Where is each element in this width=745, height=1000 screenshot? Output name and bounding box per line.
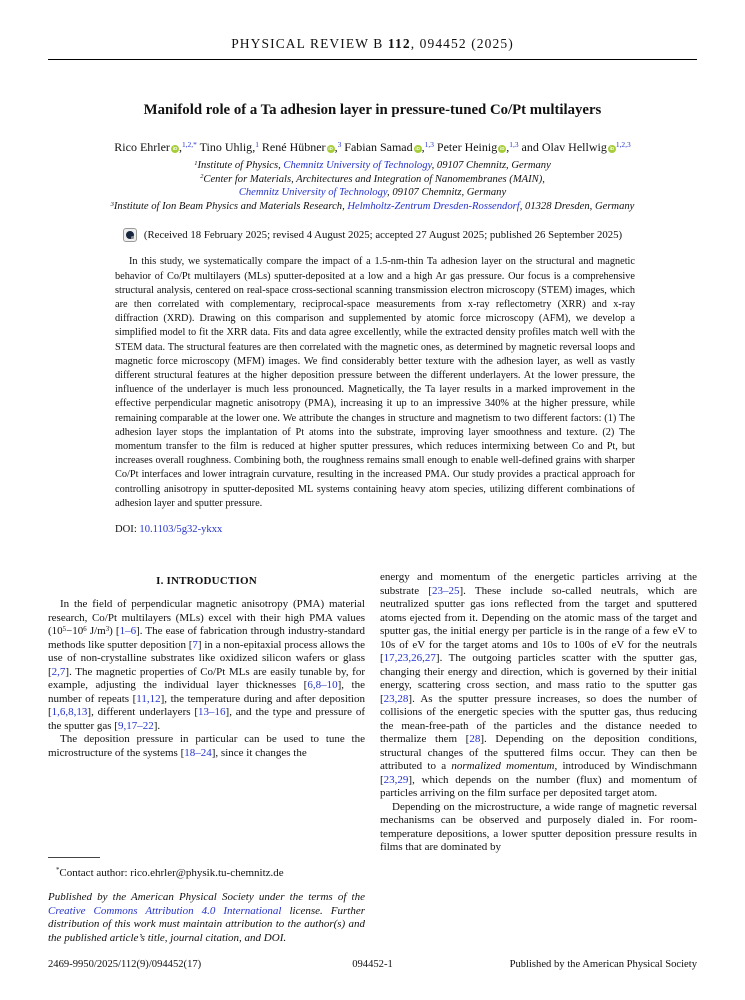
intro-paragraph-2: The deposition pressure in particular can be used to tune the microstructure of the systems [18–24], since it changes the <box>48 733 365 759</box>
footer-publisher: Published by the American Physical Society <box>509 959 697 970</box>
author-affiliation-superscript: 1,2,* <box>181 140 197 150</box>
orcid-icon[interactable]: iD <box>609 146 615 151</box>
section-heading-introduction: I. INTRODUCTION <box>156 575 257 588</box>
author: Tino Uhlig,$^1$ <box>199 140 259 154</box>
affiliation-line-1: $^1$Institute of Physics, Chemnitz University of Technology, 09107 Chemnitz, Germany <box>194 159 551 171</box>
journal-header: PHYSICAL REVIEW B 112, 094452 (2025) <box>231 36 514 51</box>
author-affiliation-superscript: 3 <box>337 140 342 150</box>
author: René Hübner iD ,$^3$ <box>261 140 342 154</box>
footnote-rule <box>48 857 100 858</box>
crossmark-icon[interactable] <box>123 228 137 242</box>
author-affiliation-superscript: 1,2,3 <box>615 140 631 150</box>
author: Peter Heinig iD ,$^{1,3}$ <box>436 140 519 154</box>
page-footer <box>48 959 697 970</box>
author-affiliation-superscript: 1,3 <box>424 140 434 150</box>
intro-paragraph-3: Depending on the microstructure, a wide range of magnetic reversal mechanisms can be observed and purposely dialed in. For room-temperature depositions, a lower sputter deposition pressure results in films that are dominated by <box>380 800 697 854</box>
received-dates: (Received 18 February 2025; revised 4 August 2025; accepted 27 August 2025; published 26 September 2025) <box>143 229 623 242</box>
orcid-icon[interactable]: iD <box>328 146 333 151</box>
license-statement: Published by the American Physical Society under the terms of the Creative Commons Attribution 4.0 International license. Further distribution of this work must maintain attribution to the author(s) and the published article’s title, journal citation, and DOI. <box>48 891 366 944</box>
two-column-body <box>48 571 697 945</box>
right-column <box>380 571 697 945</box>
doi-line[interactable]: DOI: 10.1103/5g32-ykxx <box>115 524 223 536</box>
contact-author-footnote: *Contact author: rico.ehrler@physik.tu-chemnitz.de <box>56 866 284 879</box>
orcid-icon[interactable]: iD <box>499 146 505 151</box>
affiliation-line-2: $^2$Center for Materials, Architectures and Integration of Nanomembranes (MAIN), <box>200 173 545 185</box>
orcid-icon[interactable]: iD <box>172 146 178 151</box>
orcid-icon[interactable]: iD <box>415 146 420 151</box>
author: and Olav Hellwig iD $^{1,2,3}$ <box>521 140 631 154</box>
footer-page-number: 094452-1 <box>352 959 393 970</box>
crossmark-inner-circle <box>126 231 134 239</box>
intro-paragraph-1-continued: energy and momentum of the energetic particles arriving at the substrate [23–25]. These include so-called neutrals, which are neutralized sputter gas ions reflected from the target and sputtered atoms ejected from it. Depending on the atomic mass of the target and sputter gas, the initial energy per particle is in the range of a few eV to 10s of eV for the target atoms and 10s to 100s of eV for the neutrals [17,23,26,27]. The outgoing particles scatter with the sputter gas, changing their energy and direction, which is governed by their initial energy, scattering cross section, and mass ratio to the sputter gas [23,28]. As the sputter pressure increases, so does the number of collisions of the energetic species with the sputter gas, thus reducing the mean-free-path of the particles and the distance needed to thermalize them [28]. Depending on the deposition conditions, structural changes of the sputtered films occur. They can then be attributed to a normalized momentum, introduced by Windischmann [23,29], which depends on the number (flux) and momentum of particles arriving on the film surface per deposited target atom. <box>380 571 698 800</box>
affiliation-line-3: Chemnitz University of Technology, 09107 Chemnitz, Germany <box>238 187 507 199</box>
header-rule <box>48 59 697 60</box>
received-row <box>48 228 697 242</box>
author-affiliation-superscript: 1,3 <box>509 140 519 150</box>
left-column <box>48 571 365 945</box>
author: Fabian Samad iD ,$^{1,3}$ <box>344 140 434 154</box>
abstract-text: In this study, we systematically compare the impact of a 1.5-nm-thin Ta adhesion layer on the structural and magnetic behavior of Co/Pt multilayers (MLs) sputter-deposited at a low and a high Ar gas pressure. Our focus is a comprehensive structural analysis, centered on real-space cross-sectional scanning transmission electron microscopy (STEM) images, which are then correlated with complementary, reciprocal-space measurements from x-ray reflectometry (XRR) and x-ray diffraction (XRD). Drawing on this comparison and supplemented by atomic force microscopy (AFM), we develop a simplified model to fit the XRR data. Fits and data agree excellently, while the extracted density profiles match well with the STEM data. The structural features are then correlated with the magnetic ones, as determined by magnetic reversal loops and magnetic force microscopy (MFM) images. We find considerably better texture with the adhesion layer, as well as vastly different structural features at the higher deposition pressure between the different underlayers. At the lower pressure, the influence of the underlayer is much less pronounced. Magnetically, the Ta layer results in a marked improvement in the effective perpendicular magnetic anisotropy (PMA), increasing it up to an impressive 340% at the higher pressure, while remaining comparable at the lower one. We attribute the changes in structure and magnetism to two different factors: (1) The adhesion layer stops the implantation of Pt atoms into the substrate, improving layer smoothness and texture. (2) The momentum transfer to the film is reduced at higher sputter pressures, which reduces intermixing between Co and Pt, but increases overall roughness. Combining both, the roughness remains small enough to enable well-defined grains with sharper Co/Pt interfaces and lower intragrain curvature, resulting in the increased PMA. Our study provides a practical approach for controlling anisotropy in sputter-deposited ML systems containing heavy atom species, utilizing different combinations of adhesion layer and sputter pressure. <box>115 256 635 509</box>
article-title: Manifold role of a Ta adhesion layer in pressure-tuned Co/Pt multilayers <box>143 102 602 118</box>
footer-issn-code: 2469-9950/2025/112(9)/094452(17) <box>48 959 202 970</box>
column-spacer <box>48 760 365 856</box>
affiliation-line-4: $^3$Institute of Ion Beam Physics and Materials Research, Helmholtz-Zentrum Dresden-Rossendorf, 01328 Dresden, Germany <box>110 200 635 212</box>
affiliations-block <box>48 159 697 213</box>
authors-line <box>48 140 697 155</box>
intro-paragraph-1: In the field of perpendicular magnetic anisotropy (PMA) material research, Co/Pt multilayers (MLs) excel with their high PMA values ($10^5-10^6$ $J/m^3$) [1–6]. The ease of fabrication through industry-standard methods like sputter deposition [7] in a non-epitaxial process allows the use of non-crystalline substrates like oxidized silicon wafers or glass [2,7]. The magnetic properties of Co/Pt MLs are easily tunable by, for example, adjusting the individual layer thicknesses [6,8–10], the number of repeats [11,12], the temperature during and after deposition [1,6,8,13], different underlayers [13–16], and the type and pressure of the sputter gas [9,17–22]. <box>48 598 365 732</box>
author: Rico Ehrler iD ,$^{1,2,*}$ <box>114 140 197 154</box>
author-affiliation-superscript: 1 <box>255 140 259 150</box>
